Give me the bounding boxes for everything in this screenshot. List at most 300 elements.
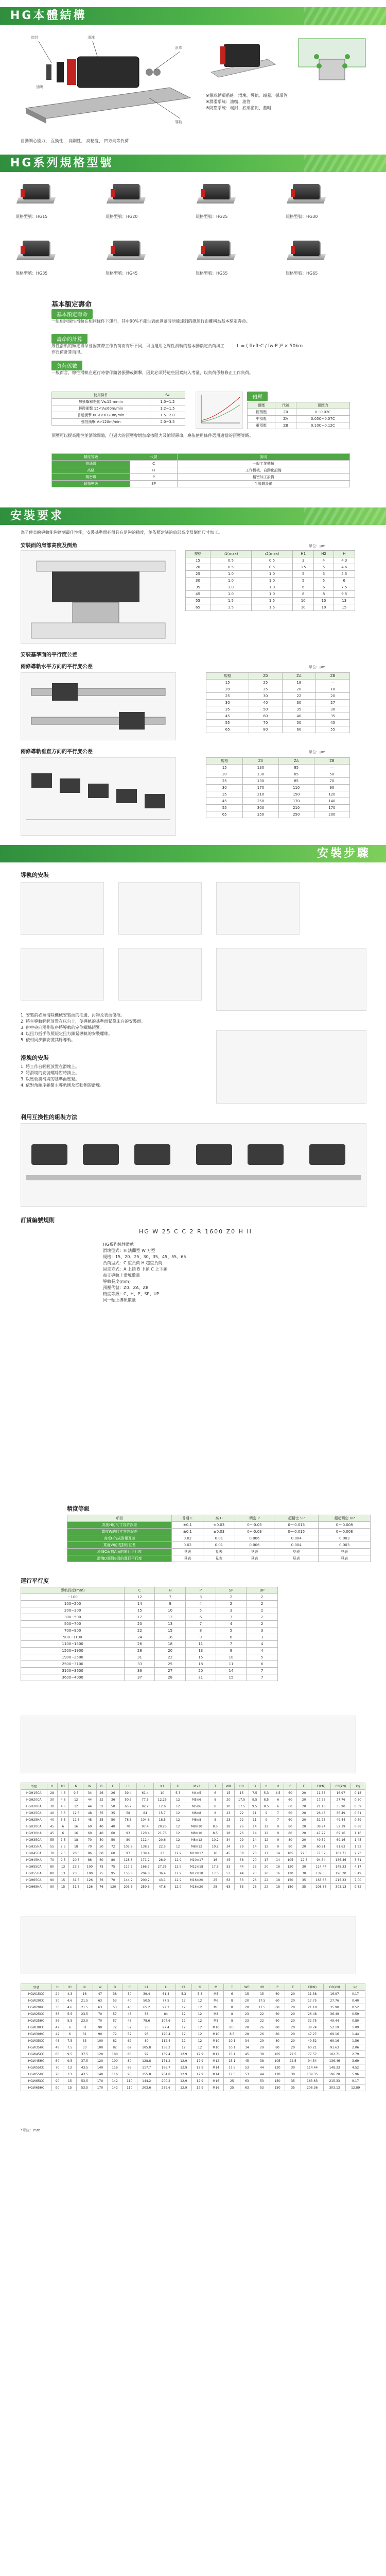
table-cell: 53 [108, 2004, 122, 2011]
rail-steps-list [21, 1012, 206, 1043]
table-cell: 15 [216, 1674, 246, 1681]
table-cell: 200 [314, 811, 349, 818]
table-header-cell: H [51, 1984, 63, 1991]
install-req-unit-1: 單位：μm [309, 544, 326, 548]
table-cell: 23.5 [69, 1863, 83, 1870]
table-row [186, 557, 355, 564]
table-cell: 23 [240, 2018, 254, 2024]
install-req-sub3: 兩條導軌水平方向的平行度公差 [21, 664, 93, 670]
table-cell: 4.6 [63, 2004, 77, 2011]
series-title: HG系列規格型號 [10, 157, 114, 170]
table-cell: 80 [47, 1863, 57, 1870]
table-cell: 65.2 [137, 2004, 156, 2011]
rail-step-2: 2. 將主導軌輕輕放置在床台上，使導軌的基準面緊靠床台的安裝面。 [21, 1019, 146, 1024]
table-cell: 100 [83, 1863, 96, 1870]
table-header-cell: K1 [176, 1984, 192, 1991]
table-cell: 13 [63, 2071, 77, 2078]
table-cell: 210 [243, 791, 278, 798]
table-header-cell: T [224, 1984, 240, 1991]
table-cell: 63 [240, 2084, 254, 2091]
table-cell: 32 [96, 1803, 107, 1810]
table-cell: 45 [122, 2018, 137, 2024]
table-cell: 12.89 [346, 2084, 365, 2091]
model-label-hg15: 規格型號：HG15 [15, 214, 48, 219]
table-cell: 20 [285, 2004, 301, 2011]
table-row [21, 1601, 278, 1607]
table-row [186, 591, 355, 598]
table-cell: 30 [51, 1997, 63, 2004]
basics-p3: 一般而言，線性滑軌在運行時會伴隨著振動或衝擊，因此必須將這些因素納入考量，以負荷係數修正工作負荷。 [51, 370, 253, 375]
table-cell: 16 [208, 1857, 222, 1863]
table-cell: 22 [254, 2018, 270, 2024]
table-header-cell: E [297, 1783, 311, 1790]
table-cell: 148.33 [323, 2064, 345, 2071]
order-code: HG W 25 C C 2 R 1600 Z0 H II [139, 1228, 252, 1235]
table-cell: M12×18 [185, 1870, 208, 1877]
table-header-cell: kg [350, 1783, 365, 1790]
table-cell: 25 [206, 693, 249, 700]
table-cell: 23 [249, 1863, 260, 1870]
table-cell: 12 [260, 1830, 272, 1837]
table-cell: 77.5 [156, 1997, 176, 2004]
table-cell: 12.5 [69, 1817, 83, 1823]
table-cell: 120 [107, 1884, 119, 1890]
table-cell: 13 [334, 598, 355, 604]
table-cell: 47 [93, 1991, 108, 1997]
table-cell: 42 [51, 2031, 63, 2038]
table-cell: 12 [171, 1830, 185, 1837]
table-cell: 75 [107, 1863, 119, 1870]
table-cell: 203.6 [137, 2084, 156, 2091]
table-cell: 53 [254, 2078, 270, 2084]
table-cell: 7 [272, 1810, 284, 1817]
table-cell: 7.5 [57, 1843, 69, 1850]
table-cell: HGH30HA [21, 1830, 47, 1837]
table-cell: 90 [51, 2084, 63, 2091]
table-cell: 1.5 [251, 604, 292, 611]
table-cell: 43.1 [154, 1877, 171, 1884]
table-cell: 24 [51, 1991, 63, 1997]
table-row: 強烈衝擊 V>120m/min 2.0~3.5 [52, 419, 185, 426]
table-cell: M14 [208, 2071, 224, 2078]
table-cell: 12 [171, 1803, 185, 1810]
table-cell: 105.8 [137, 2044, 156, 2051]
table-cell: 70 [51, 2064, 63, 2071]
table-cell: 0.88 [350, 1823, 365, 1830]
table-cell: 37.5 [77, 2058, 93, 2064]
accuracy-table-body [67, 1522, 371, 1562]
run-parallel-table [21, 1587, 278, 1681]
table-header-cell: 型號 [21, 1984, 52, 1991]
table-cell: 11.38 [311, 1790, 331, 1797]
table-cell: 9.5 [57, 1850, 69, 1857]
table-row [186, 578, 355, 584]
table-cell: 3.5 [292, 564, 313, 571]
table-header-cell: 項目 [67, 1515, 172, 1522]
table-cell: 2 [247, 1621, 278, 1628]
run-parallel-header-row [21, 1587, 278, 1594]
table-cell: 72 [108, 2024, 122, 2031]
load-col-condition: 使用條件 [52, 392, 150, 399]
table-cell: 30 [316, 706, 350, 713]
table-row [21, 2018, 365, 2024]
table-cell: HGH30CA [21, 1823, 47, 1830]
table-cell: 26.48 [301, 2011, 323, 2018]
table-cell: 15 [206, 680, 249, 686]
table-cell: 26 [249, 1884, 260, 1890]
table-cell: 97.4 [156, 2024, 176, 2031]
table-cell: 70 [314, 778, 349, 785]
table-cell: 23 [222, 1817, 234, 1823]
table-cell: 9 [185, 1634, 216, 1641]
table-cell: 120.4 [156, 2031, 176, 2038]
table-cell: 15 [63, 2078, 77, 2084]
table-cell: 140 [93, 2071, 108, 2078]
table-cell: 100~200 [21, 1601, 125, 1607]
structure-notes [206, 93, 371, 111]
table-cell: 15 [63, 2084, 77, 2091]
table-cell: 26 [235, 1823, 249, 1830]
table-cell: 20.5 [69, 1850, 83, 1857]
table-cell: 30 [297, 1870, 311, 1877]
table-cell: 97.4 [137, 1823, 154, 1830]
table-cell: 100 [93, 2044, 108, 2051]
table-cell: 0~-0.008 [319, 1522, 371, 1529]
rail-install-diagram-1 [21, 882, 104, 935]
table-cell: 105.8 [119, 1843, 136, 1850]
table-cell: 40 [122, 2004, 137, 2011]
table-row [206, 765, 350, 771]
table-row [21, 2011, 365, 2018]
table-cell: 47.27 [301, 2031, 323, 2038]
table-cell: 53 [108, 1997, 122, 2004]
table-cell: 5.96 [346, 2071, 365, 2078]
table-header-cell: P [284, 1783, 296, 1790]
table-cell: 166.7 [156, 2064, 176, 2071]
table-cell: 80 [270, 2038, 285, 2044]
table-cell: 12 [171, 1843, 185, 1850]
table-cell: M6 [208, 2004, 224, 2011]
interchange-diagram-svg [21, 1124, 366, 1206]
table-cell: 37 [125, 1674, 155, 1681]
table-cell: 15 [222, 1790, 234, 1797]
table-cell: 27.76 [323, 1997, 345, 2004]
order-item-10: 同一軸上導軌數量 [103, 1298, 136, 1302]
table-cell: M6 [208, 1997, 224, 2004]
table-row [206, 720, 350, 726]
table-cell: 77.57 [311, 1850, 331, 1857]
table-cell: 70 [119, 1823, 136, 1830]
table-cell: 7 [247, 1674, 278, 1681]
order-code-items [103, 1242, 350, 1303]
table-header-cell: H [47, 1783, 57, 1790]
table-cell: M8×10 [185, 1823, 208, 1830]
accuracy-table [67, 1515, 371, 1562]
table-cell: 1.09 [346, 2024, 365, 2031]
model-label-hg55: 規格型號：HG55 [196, 271, 228, 276]
table-cell: 26 [107, 1790, 119, 1797]
table-cell: 38 [254, 2051, 270, 2058]
table-cell: 12 [192, 2044, 208, 2051]
table-cell: 20 [155, 1648, 185, 1654]
table-cell: 35 [206, 706, 249, 713]
table-cell: 1500~1900 [21, 1648, 125, 1654]
table-cell: 0.003 [319, 1542, 371, 1549]
table-cell: 104.6 [156, 2018, 176, 2024]
table-cell: 120.4 [137, 1830, 154, 1837]
table-cell: 9.5 [249, 1797, 260, 1803]
table-header-cell: kg [346, 1984, 365, 1991]
table-cell: 60 [83, 1830, 96, 1837]
table-cell: 43.5 [77, 2071, 93, 2078]
table-cell: 寬度W的尺寸容許誤差 [67, 1529, 172, 1535]
interchange-diagram [21, 1123, 366, 1207]
table-cell: 84 [137, 1810, 154, 1817]
table-cell: 128.8 [137, 2058, 156, 2064]
table-cell: 22.5 [285, 2058, 301, 2064]
table-cell: 12 [69, 1803, 83, 1810]
table-cell: 60 [51, 2051, 63, 2058]
table-cell: 4 [247, 1641, 278, 1648]
table-cell: 303.13 [323, 2084, 345, 2091]
table-cell: 38 [108, 1991, 122, 1997]
table-cell: 23 [249, 1870, 260, 1877]
table-cell: 5 [216, 1628, 246, 1634]
table-cell: M8 [208, 2018, 224, 2024]
table-cell: 70 [249, 720, 282, 726]
table-cell: 12.9 [192, 2064, 208, 2071]
table-row [21, 1614, 278, 1621]
table-cell: 6 [216, 1634, 246, 1641]
model-photo-hg55 [196, 234, 237, 266]
table-cell: 70 [47, 1857, 57, 1863]
dimension-header-row [21, 1984, 365, 1991]
exploded-view-svg [15, 31, 201, 134]
table-cell: HGW35HC [21, 2044, 52, 2051]
table-cell: 44 [254, 2064, 270, 2071]
table-cell: 53.5 [77, 2078, 93, 2084]
table-cell: 120 [270, 2064, 285, 2071]
table-cell: 6 [224, 1991, 240, 1997]
table-cell: 30 [47, 1803, 57, 1810]
table-cell: HGW20CC [21, 1997, 52, 2004]
table-row [21, 1661, 278, 1668]
install-req-sub4: 兩條導軌垂直方向的平行度公差 [21, 749, 93, 755]
table-cell: ~100 [21, 1594, 125, 1601]
install-steps-sub1: 導軌的安裝 [21, 872, 49, 878]
table-row [206, 680, 350, 686]
table-cell: 70 [93, 2011, 108, 2018]
table-cell: 0.69 [350, 1817, 365, 1823]
table-cell: 75 [96, 1863, 107, 1870]
table-cell: 60 [270, 1997, 285, 2004]
table-cell: 3.69 [346, 2058, 365, 2064]
table-cell: 12 [176, 2031, 192, 2038]
table-cell: 29 [254, 2044, 270, 2051]
table-cell: 200.2 [156, 2078, 176, 2084]
table-cell: 21.5 [77, 1997, 93, 2004]
table-row [21, 2038, 365, 2044]
table-row [21, 1817, 365, 1823]
table-cell: 49.44 [331, 1817, 350, 1823]
label-grease-nipple: 油嘴 [36, 85, 43, 89]
table-header-cell: N [69, 1783, 83, 1790]
table-cell: M16 [208, 2078, 224, 2084]
table-cell: 250 [243, 798, 278, 805]
table-cell: 18.5 [154, 1817, 171, 1823]
table-cell: 3.61 [350, 1857, 365, 1863]
table-cell: 8.5 [224, 2031, 240, 2038]
table-cell: 13 [63, 2064, 77, 2071]
table-cell: 36.49 [323, 2011, 345, 2018]
table-cell: HGW65HC [21, 2084, 52, 2091]
table-row [206, 798, 350, 805]
table-cell: ±0.1 [172, 1522, 203, 1529]
table-header-cell: W [93, 1984, 108, 1991]
table-cell: 136.46 [331, 1857, 350, 1863]
table-cell: HGW65CC [21, 2078, 52, 2084]
table-cell: 0.006 [235, 1535, 274, 1542]
table-cell: 53 [240, 2071, 254, 2078]
table-cell: 61.4 [137, 1790, 154, 1797]
model-photo-hg20 [106, 178, 147, 210]
table-cell: 11 [185, 1641, 216, 1648]
structure-exploded-diagram [15, 31, 201, 134]
table-cell: 4.3 [63, 1991, 77, 1997]
table-cell: 14 [272, 1857, 284, 1863]
table-header-cell: C [125, 1587, 155, 1594]
table-cell: 3 [185, 1594, 216, 1601]
shoulder-table-body [186, 557, 355, 611]
table-cell: 9.5 [334, 591, 355, 598]
table-cell: 45 [240, 2058, 254, 2064]
table-cell: 32.75 [311, 1817, 331, 1823]
table-cell: 18 [185, 1661, 216, 1668]
table-header-cell: 高 H [203, 1515, 235, 1522]
table-cell: 40 [122, 1997, 137, 2004]
table-cell: 78.6 [119, 1817, 136, 1823]
table-cell: 25 [249, 686, 282, 693]
table-cell: 0.01 [203, 1535, 235, 1542]
table-header-cell: K1 [154, 1783, 171, 1790]
table-header-cell: T [208, 1783, 222, 1790]
label-end-seal: 端封 [31, 36, 38, 40]
table-cell: 196.20 [331, 1870, 350, 1877]
table-cell: 15 [240, 1991, 254, 1997]
table-cell: 12 [171, 1797, 185, 1803]
table-cell: 30 [51, 2004, 63, 2011]
table-cell: 32.75 [301, 2018, 323, 2024]
table-cell: 30 [206, 700, 249, 706]
table-cell: 34 [240, 2038, 254, 2044]
table-cell: 45 [47, 1823, 57, 1830]
table-cell: 10.1 [224, 2044, 240, 2051]
table-cell: 69.16 [323, 2031, 345, 2038]
rail-install-diagram-4 [21, 948, 104, 1001]
table-cell: 170 [278, 798, 314, 805]
table-cell: 2 [247, 1594, 278, 1601]
table-cell: 18 [69, 1843, 83, 1850]
table-cell: 23 [222, 1810, 234, 1817]
table-cell: 40 [107, 1823, 119, 1830]
table-cell: 20 [260, 1863, 272, 1870]
table-cell: 52 [122, 2024, 137, 2031]
table-cell: 70 [93, 2018, 108, 2024]
table-cell: 7 [216, 1641, 246, 1648]
table-row [206, 726, 350, 733]
model-photo-hg35 [15, 234, 57, 266]
table-cell: 60 [83, 1823, 96, 1830]
table-cell: 105 [284, 1850, 296, 1857]
table-header-cell: G [192, 1984, 208, 1991]
table-row [21, 1641, 278, 1648]
table-cell: 110 [122, 2084, 137, 2091]
table-cell: 26 [235, 1830, 249, 1837]
table-header-cell: SP [216, 1587, 246, 1594]
table-cell: 20 [240, 1997, 254, 2004]
table-cell: 2 [216, 1594, 246, 1601]
dimension-drawing-1 [21, 1716, 356, 1773]
table-cell: 0.59 [346, 2011, 365, 2018]
order-item-6: 每支導軌上滑塊數量 [103, 1273, 140, 1278]
structure-title-bar [0, 7, 386, 25]
table-cell: 17.5 [224, 2064, 240, 2071]
table-header-cell: C [122, 1984, 137, 1991]
table-cell: 8 [292, 591, 313, 598]
table-cell: 120 [93, 2058, 108, 2064]
table-cell: M10 [208, 2044, 224, 2051]
table-cell: 12.9 [171, 1863, 185, 1870]
table-cell: 8 [224, 1997, 240, 2004]
table-cell: 900~1100 [21, 1634, 125, 1641]
table-cell: 102.71 [323, 2051, 345, 2058]
table-cell: HGW15CC [21, 1991, 52, 1997]
table-cell: HGW30CC [21, 2024, 52, 2031]
table-cell: 44 [235, 1863, 249, 1870]
table-cell: 82 [108, 2044, 122, 2051]
table-cell: 6 [57, 1823, 69, 1830]
table-cell: HGW35CC [21, 2038, 52, 2044]
table-cell: 86 [83, 1850, 96, 1857]
structure-cross-section [288, 31, 376, 88]
table-cell: 20 [297, 1837, 311, 1843]
table-cell: 90 [47, 1877, 57, 1884]
table-cell: HGH25HA [21, 1817, 47, 1823]
table-cell: 25 [208, 1884, 222, 1890]
table-cell: 5 [185, 1607, 216, 1614]
table-cell: 18 [316, 686, 350, 693]
basics-heading: 基本額定壽命 [51, 301, 92, 309]
table-cell: 7.00 [350, 1877, 365, 1884]
table-row [21, 1803, 365, 1810]
table-cell: 90 [314, 785, 349, 791]
label-ball: 滾珠 [175, 46, 182, 50]
table-cell: 36 [51, 2011, 63, 2018]
table-cell: 45 [240, 2051, 254, 2058]
table-row [186, 598, 355, 604]
table-cell: 1.56 [346, 2038, 365, 2044]
table-cell: 1.16 [350, 1830, 365, 1837]
table-cell: 寬度W的成對相互差 [67, 1542, 172, 1549]
table-row: 輕微衝擊 15<V≤60m/min 1.2~1.5 [52, 405, 185, 412]
table-cell: 17.75 [311, 1797, 331, 1803]
table-cell: 60 [96, 1850, 107, 1857]
table-cell: 44 [83, 1797, 96, 1803]
table-cell: 0.006 [235, 1542, 274, 1549]
table-cell: 16 [272, 1870, 284, 1877]
table-cell: HGW55CC [21, 2064, 52, 2071]
table-cell: 26.48 [311, 1810, 331, 1817]
